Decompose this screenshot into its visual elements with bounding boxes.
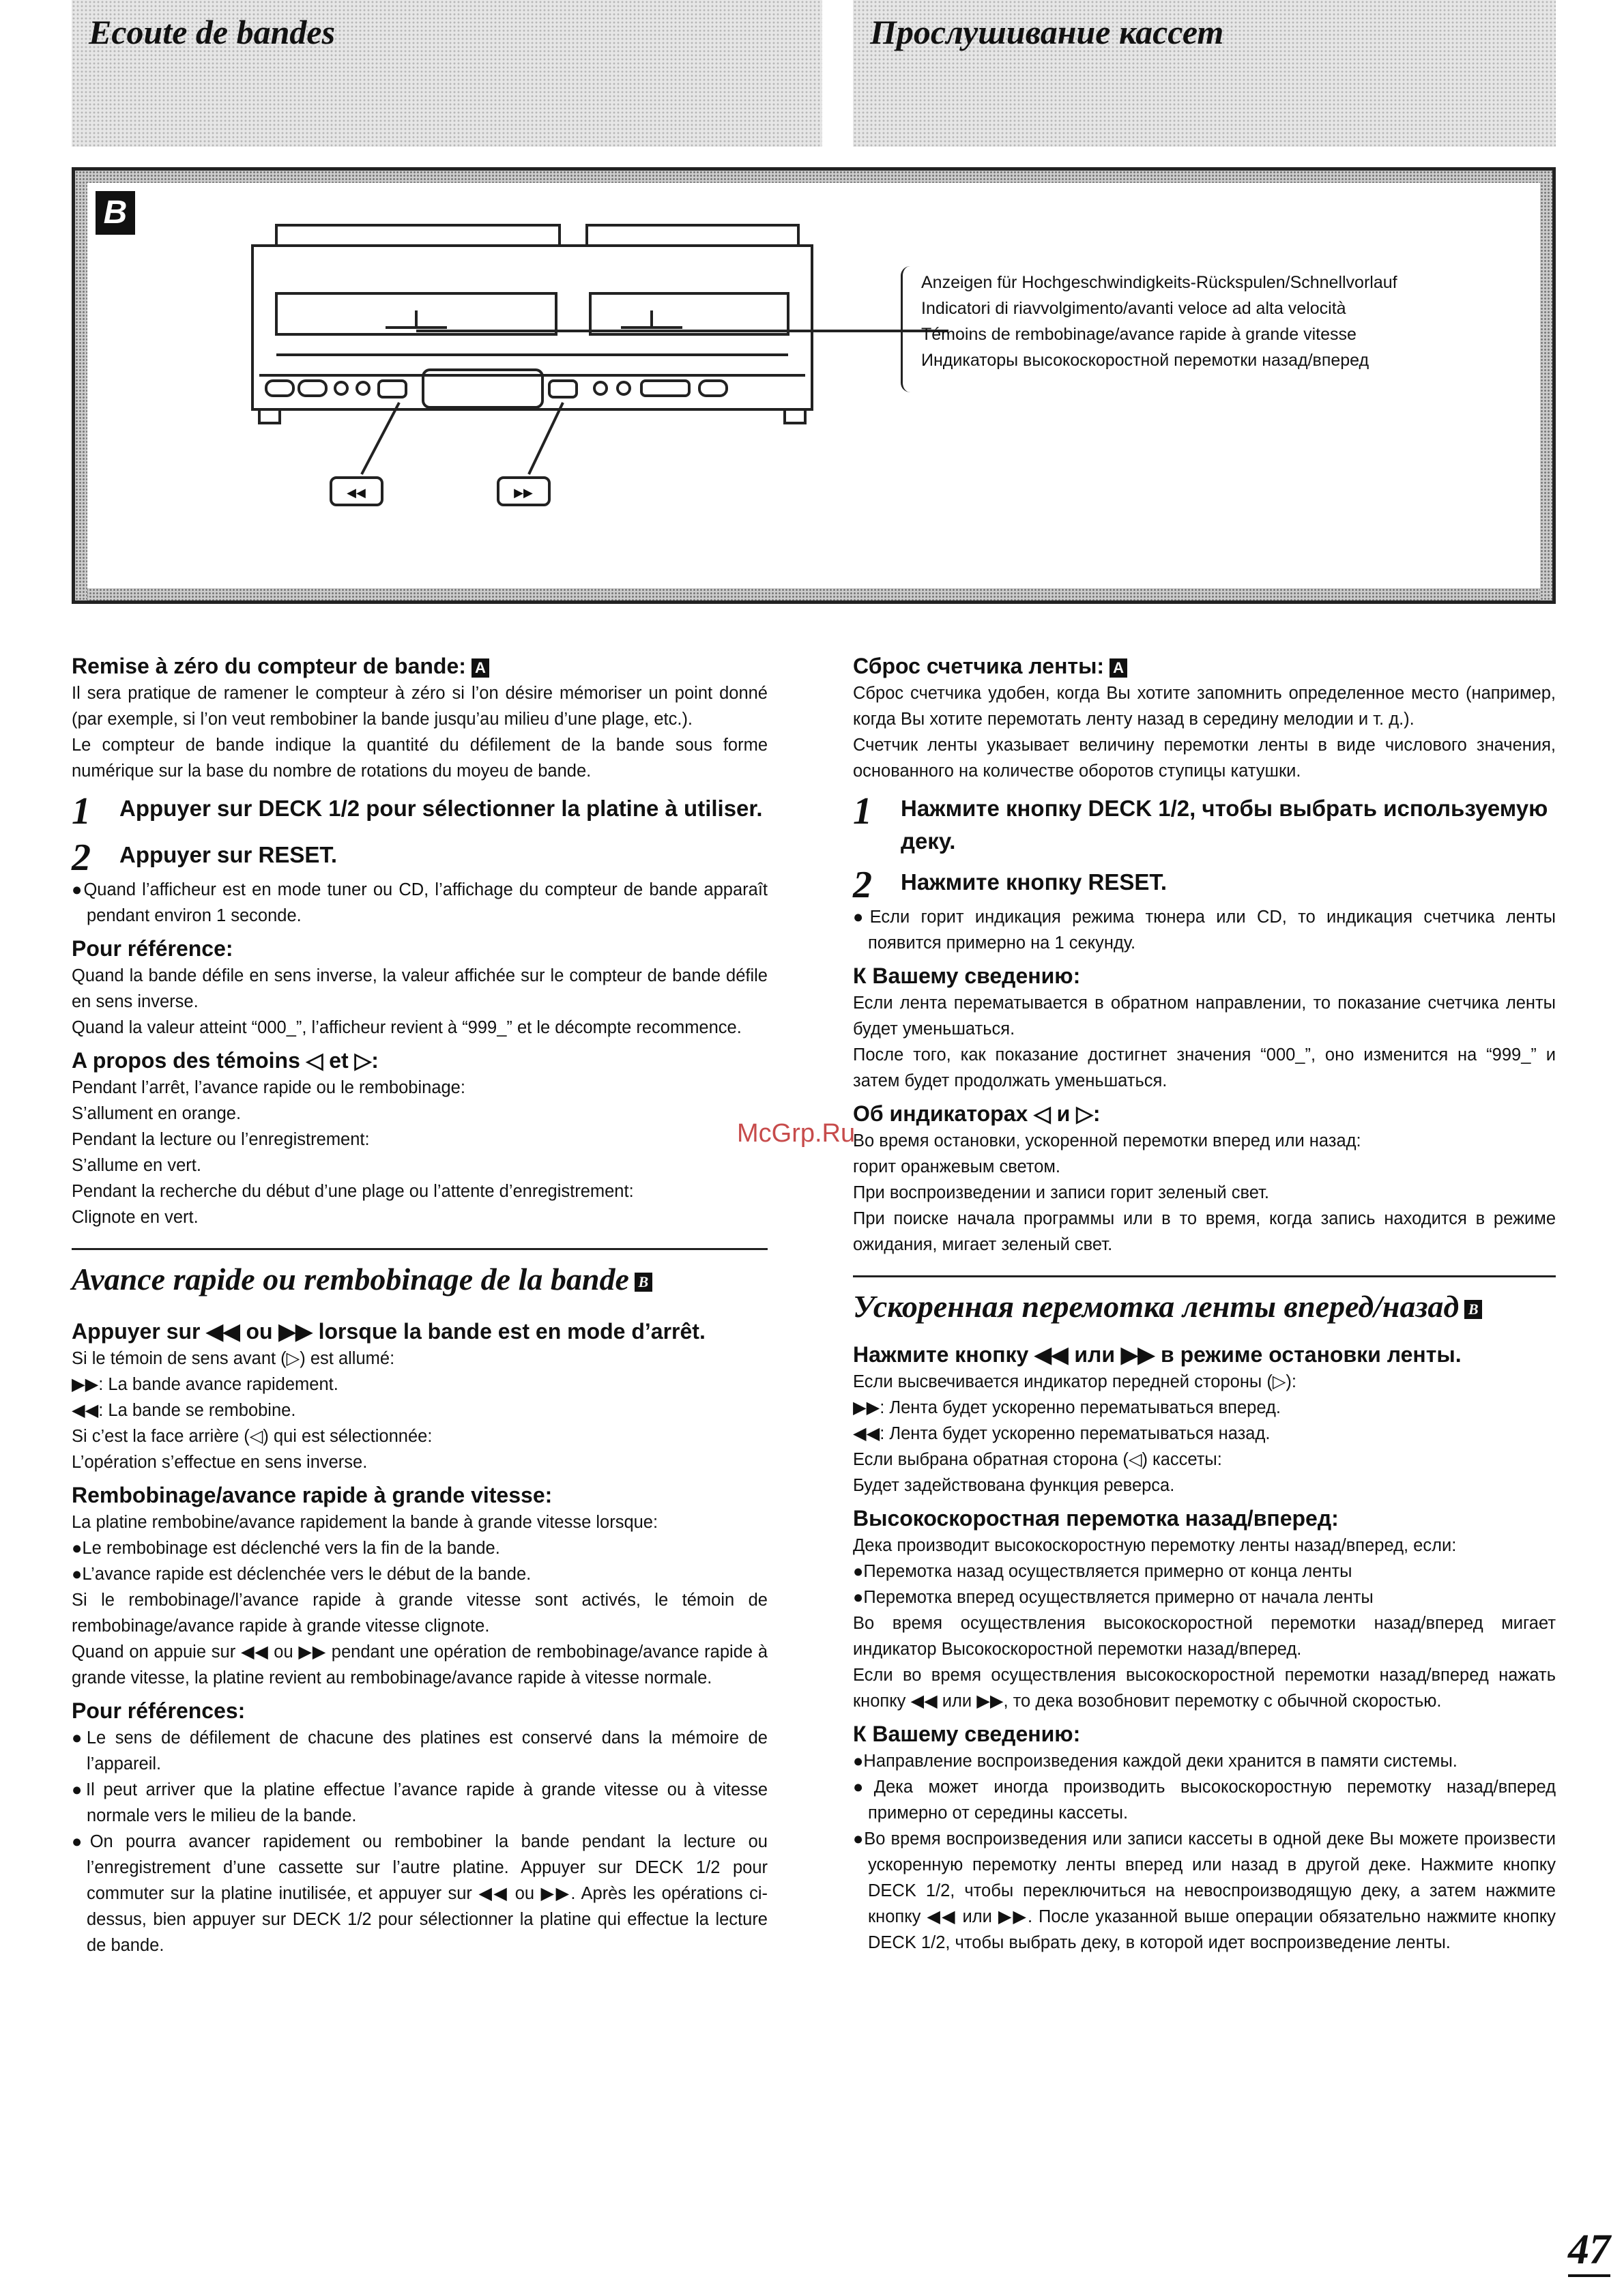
references-bullet: ●On pourra avancer rapidement ou rembobiner la bande pendant la lecture ou l’enregistrement d’une cassette sur l’autre platine. Appuyer sur DECK 1/2 pour commuter sur la platine inutilisée, et appuyer sur ◀◀ ou ▶▶. Après les opérations ci-dessus, bien appuyer sur DECK 1/2 pour sélectionner la platine qui effectue la lecture de bande. — [72, 1832, 768, 1955]
high-speed-p1-ru: Во время осуществления высокоскоростной перемотки назад/вперед мигает индикатор Высокоскоростной перемотки назад/вперед. — [853, 1614, 1556, 1659]
badge-a: A — [472, 658, 489, 678]
high-speed-intro: La platine rembobine/avance rapidement la bande à grande vitesse lorsque: — [72, 1513, 658, 1532]
step-2-ru — [853, 866, 1556, 904]
press-line: Si c’est la face arrière (◁) qui est sélectionnée: — [72, 1427, 433, 1446]
badge-b: B — [1464, 1300, 1482, 1319]
fast-forward-section-title-ru: Ускоренная перемотка ленты вперед/назад B — [853, 1275, 1556, 1327]
counter-reset-desc: Le compteur de bande indique la quantité du défilement de la bande sous forme numérique sur la base du nombre de rotations du moyeu de bande. — [72, 736, 768, 781]
step-text: Appuyer sur RESET. — [119, 842, 338, 867]
high-speed-heading: Rembobinage/avance rapide à grande vitesse: — [72, 1483, 553, 1507]
references-heading: Pour références: — [72, 1698, 246, 1723]
button-dot-4 — [618, 382, 630, 394]
reference-p1-ru: Если лента перематывается в обратном направлении, то показание счетчика ленты будет уменьшаться. — [853, 994, 1556, 1039]
legend-brace — [901, 266, 916, 392]
legend-line-it: Indicatori di riavvolgimento/avanti veloce ad alta velocità — [921, 299, 1346, 318]
high-speed-bullet: ●L’avance rapide est déclenchée vers le début de la bande. — [72, 1565, 532, 1584]
references-bullet: ●Дека может иногда производить высокоскоростную перемотку назад/вперед примерно от середины кассеты. — [853, 1778, 1556, 1823]
figure-border-top — [75, 171, 1552, 183]
press-line: Будет задействована функция реверса. — [853, 1476, 1175, 1495]
counter-reset-heading-ru: Сброс счетчика ленты: A — [853, 652, 1556, 680]
step-1 — [72, 792, 768, 830]
tape-indicator-left — [386, 310, 447, 328]
figure-border-right — [1540, 171, 1552, 600]
reference-p2-ru: После того, как показание достигнет значения “000_”, оно изменится на “999_” и затем будет продолжать уменьшаться. — [853, 1045, 1556, 1090]
indicators-line: При воспроизведении и записи горит зеленый свет. — [853, 1183, 1270, 1202]
foot-right — [785, 409, 805, 423]
press-line: ▶▶: La bande avance rapidement. — [72, 1375, 338, 1394]
press-line: ▶▶: Лента будет ускоренно перематываться вперед. — [853, 1398, 1281, 1417]
references-bullet: ●Направление воспроизведения каждой деки хранится в памяти системы. — [853, 1752, 1458, 1771]
counter-reset-intro: Il sera pratique de ramener le compteur à zéro si l’on désire mémoriser un point donné (par exemple, si l’on veut rembobiner la bande jusqu’au milieu d’une plage, etc.). — [72, 684, 768, 729]
rew-button-deck1 — [379, 381, 406, 397]
press-heading-ru: Нажмите кнопку ◀◀ или ▶▶ в режиме остановки ленты. — [853, 1342, 1462, 1367]
indicators-line: Pendant la recherche du début d’une plage ou l’attente d’enregistrement: — [72, 1182, 634, 1201]
press-line: ◀◀: La bande se rembobine. — [72, 1401, 296, 1420]
high-speed-p1: Si le rembobinage/l’avance rapide à grande vitesse sont activés, le témoin de rembobinage/avance rapide à grande vitesse clignote. — [72, 1591, 768, 1636]
button-dot-1 — [335, 382, 347, 394]
button-dot-3 — [594, 382, 607, 394]
badge-a: A — [1110, 658, 1127, 678]
reference-heading: Pour référence: — [72, 936, 233, 961]
indicators-line: Pendant l’arrêt, l’avance rapide ou le rembobinage: — [72, 1078, 465, 1097]
counter-reset-heading: Remise à zéro du compteur de bande: A — [72, 652, 768, 680]
step-text: Нажмите кнопку DECK 1/2, чтобы выбрать используемую деку. — [901, 796, 1548, 854]
counter-reset-intro-ru: Сброс счетчика удобен, когда Вы хотите запомнить определенное место (например, когда Вы хотите перемотать ленту назад в середину мелодии и т. д.). — [853, 684, 1556, 729]
indicators-line: Clignote en vert. — [72, 1208, 199, 1227]
press-heading: Appuyer sur ◀◀ ou ▶▶ lorsque la bande est en mode d’arrêt. — [72, 1319, 706, 1344]
high-speed-p2-ru: Если во время осуществления высокоскоростной перемотки назад/вперед нажать кнопку ◀◀ или ▶▶, то дека возобновит перемотку с обычной скоростью. — [853, 1666, 1556, 1711]
legend-line-fr: Témoins de rembobinage/avance rapide à grande vitesse — [921, 325, 1357, 344]
deck-top-right — [587, 225, 798, 246]
watermark: McGrp.Ru — [737, 1119, 856, 1148]
press-line: ◀◀: Лента будет ускоренно перематываться назад. — [853, 1424, 1271, 1443]
button-pill-3 — [699, 381, 727, 396]
column-russian — [853, 652, 1556, 1956]
tape-indicator-right — [621, 310, 682, 328]
foot-left — [259, 409, 280, 423]
step-number: 2 — [853, 864, 872, 906]
legend-line-ru: Индикаторы высокоскоростной перемотки назад/вперед — [921, 351, 1369, 370]
press-line: Если выбрана обратная сторона (◁) кассеты: — [853, 1450, 1222, 1469]
fast-forward-section-title: Avance rapide ou rembobinage de la bande B — [72, 1248, 768, 1299]
step-number: 1 — [853, 790, 872, 832]
press-line: L’opération s’effectue en sens inverse. — [72, 1453, 368, 1472]
indicators-line: S’allument en orange. — [72, 1104, 242, 1123]
high-speed-p2: Quand on appuie sur ◀◀ ou ▶▶ pendant une opération de rembobinage/avance rapide à grande vitesse, la platine revient au rembobinage/avance rapide à vitesse normale. — [72, 1642, 768, 1687]
step-number: 1 — [72, 790, 91, 832]
references-bullet: ●Il peut arriver que la platine effectue l’avance rapide à grande vitesse ou à vitesse normale vers le milieu de la bande. — [72, 1780, 768, 1825]
step-1-ru — [853, 792, 1556, 858]
figure-badge: B — [96, 191, 135, 235]
ff-button-deck2 — [549, 381, 577, 397]
figure-border-left — [75, 171, 87, 600]
step-2-note-ru: ●Если горит индикация режима тюнера или CD, то индикация счетчика ленты появится примерно на 1 секунду. — [853, 908, 1556, 953]
indicators-line: Pendant la lecture ou l’enregistrement: — [72, 1130, 370, 1149]
header-left — [72, 0, 822, 147]
ff-callout-symbol: ▶▶ — [514, 486, 533, 500]
indicators-line: Во время остановки, ускоренной перемотки вперед или назад: — [853, 1131, 1361, 1150]
indicators-line: горит оранжевым светом. — [853, 1157, 1061, 1176]
press-line: Если высвечивается индикатор передней стороны (▷): — [853, 1372, 1297, 1391]
indicators-line: S’allume en vert. — [72, 1156, 201, 1175]
step-number: 2 — [72, 837, 91, 879]
ff-arrow-line — [529, 403, 563, 474]
indicator-legend — [921, 270, 1397, 373]
button-pill-1 — [266, 381, 293, 396]
button-dot-2 — [357, 382, 369, 394]
reference-heading-ru: К Вашему сведению: — [853, 963, 1081, 988]
page-number: 47 — [1568, 2226, 1610, 2277]
indicators-heading: A propos des témoins ◁ et ▷: — [72, 1048, 379, 1073]
counter-reset-desc-ru: Счетчик ленты указывает величину перемотки ленты в виде числового значения, основанного на количестве оборотов ступицы катушки. — [853, 736, 1556, 781]
references-bullet: ●Во время воспроизведения или записи кассеты в одной деке Вы можете произвести ускоренную перемотку ленты вперед или назад в другой деке. Нажмите кнопку DECK 1/2, чтобы переключиться на невоспроизводящую деку, а затем нажмите кнопку ◀◀ или ▶▶. После указанной выше операции обязательно нажмите кнопку DECK 1/2, чтобы выбрать деку, в которой идет воспроизведение ленты. — [853, 1829, 1556, 1952]
step-text: Appuyer sur DECK 1/2 pour sélectionner la platine à utiliser. — [119, 796, 763, 821]
high-speed-heading-ru: Высокоскоростная перемотка назад/вперед: — [853, 1506, 1339, 1531]
indicators-heading-ru: Об индикаторах ◁ и ▷: — [853, 1101, 1101, 1126]
column-french — [72, 652, 768, 1958]
references-heading-ru: К Вашему сведению: — [853, 1722, 1081, 1746]
level-meter — [641, 381, 689, 396]
reference-p2: Quand la valeur atteint “000_”, l’afficheur revient à “999_” et le décompte recommence. — [72, 1018, 742, 1037]
high-speed-bullet: ●Перемотка вперед осуществляется примерно от начала ленты — [853, 1588, 1374, 1607]
high-speed-intro-ru: Дека производит высокоскоростную перемотку ленты назад/вперед, если: — [853, 1536, 1457, 1555]
deck-top-left — [276, 225, 560, 246]
indicators-line: При поиске начала программы или в то время, когда запись находится в режиме ожидания, мигает зеленый свет. — [853, 1209, 1556, 1254]
header-right — [853, 0, 1556, 147]
badge-b: B — [635, 1273, 652, 1292]
right-page-title: Прослушивание кассет — [870, 13, 1224, 51]
cassette-deck-illustration — [212, 218, 962, 600]
step-2-note: ●Quand l’afficheur est en mode tuner ou CD, l’affichage du compteur de bande apparaît pendant environ 1 seconde. — [72, 880, 768, 925]
button-pill-2 — [299, 381, 326, 396]
figure-b — [72, 167, 1556, 604]
high-speed-bullet: ●Le rembobinage est déclenché vers la fin de la bande. — [72, 1539, 500, 1558]
references-bullet: ●Le sens de défilement de chacune des platines est conservé dans la mémoire de l’appareil. — [72, 1728, 768, 1773]
rew-callout-symbol: ◀◀ — [347, 486, 366, 500]
step-text: Нажмите кнопку RESET. — [901, 869, 1168, 895]
cassette-window-right — [590, 293, 788, 334]
rew-arrow-line — [362, 403, 399, 474]
step-2 — [72, 839, 768, 877]
press-line: Si le témoin de sens avant (▷) est allumé: — [72, 1349, 395, 1368]
legend-line-de: Anzeigen für Hochgeschwindigkeits-Rückspulen/Schnellvorlauf — [921, 273, 1397, 292]
reference-p1: Quand la bande défile en sens inverse, la valeur affichée sur le compteur de bande défile en sens inverse. — [72, 966, 768, 1011]
left-page-title: Ecoute de bandes — [89, 13, 336, 51]
high-speed-bullet: ●Перемотка назад осуществляется примерно от конца ленты — [853, 1562, 1352, 1581]
